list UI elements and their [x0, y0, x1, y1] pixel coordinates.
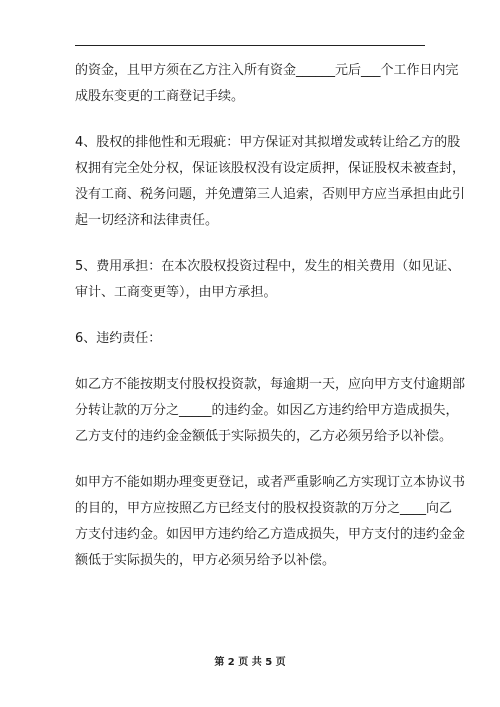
header-rule	[75, 45, 425, 46]
text-line: 乙方支付的违约金金额低于实际损失的，乙方必须另给予以补偿。	[75, 429, 453, 444]
text-line: 额低于实际损失的，甲方必须另给予以补偿。	[75, 553, 336, 568]
paragraph-party-a-breach	[75, 470, 466, 574]
text-line: 如乙方不能按期支付股权投资款，每逾期一天，应向甲方支付逾期部	[75, 377, 466, 392]
paragraph-expenses-clause	[75, 254, 461, 306]
text-line: 6、违约责任：	[75, 331, 162, 346]
page-number: 第 2 页 共 5 页	[214, 657, 286, 668]
text-line: 分转让款的万分之_____的违约金。如因乙方违约给甲方造成损失，	[75, 403, 459, 418]
text-line: 5、费用承担：在本次股权投资过程中，发生的相关费用（如见证、	[75, 259, 461, 274]
text-line: 如甲方不能如期办理变更登记，或者严重影响乙方实现订立本协议书	[75, 475, 466, 490]
paragraph-party-b-breach	[75, 372, 466, 450]
paragraph-breach-heading	[75, 326, 425, 352]
paragraph-capital-injection	[75, 58, 459, 110]
text-line: 审计、工商变更等），由甲方承担。	[75, 285, 277, 300]
text-line: 的资金，且甲方须在乙方注入所有资金______元后___个工作日内完	[75, 63, 459, 78]
text-line: 没有工商、税务问题，并免遭第三人追索，否则甲方应当承担由此引	[75, 187, 466, 202]
text-line: 成股东变更的工商登记手续。	[75, 89, 245, 104]
paragraph-exclusivity-clause	[75, 130, 466, 234]
text-line: 权拥有完全处分权，保证该股权没有设定质押，保证股权未被查封，	[75, 161, 466, 176]
text-line: 起一切经济和法律责任。	[75, 213, 219, 228]
text-line: 方支付违约金。如因甲方违约给乙方造成损失，甲方支付的违约金金	[75, 527, 466, 542]
text-line: 的目的，甲方应按照乙方已经支付的股权投资款的万分之____向乙	[75, 501, 453, 516]
document-body	[75, 58, 466, 574]
text-line: 4、股权的排他性和无瑕疵：甲方保证对其拟增发或转让给乙方的股	[75, 135, 461, 150]
